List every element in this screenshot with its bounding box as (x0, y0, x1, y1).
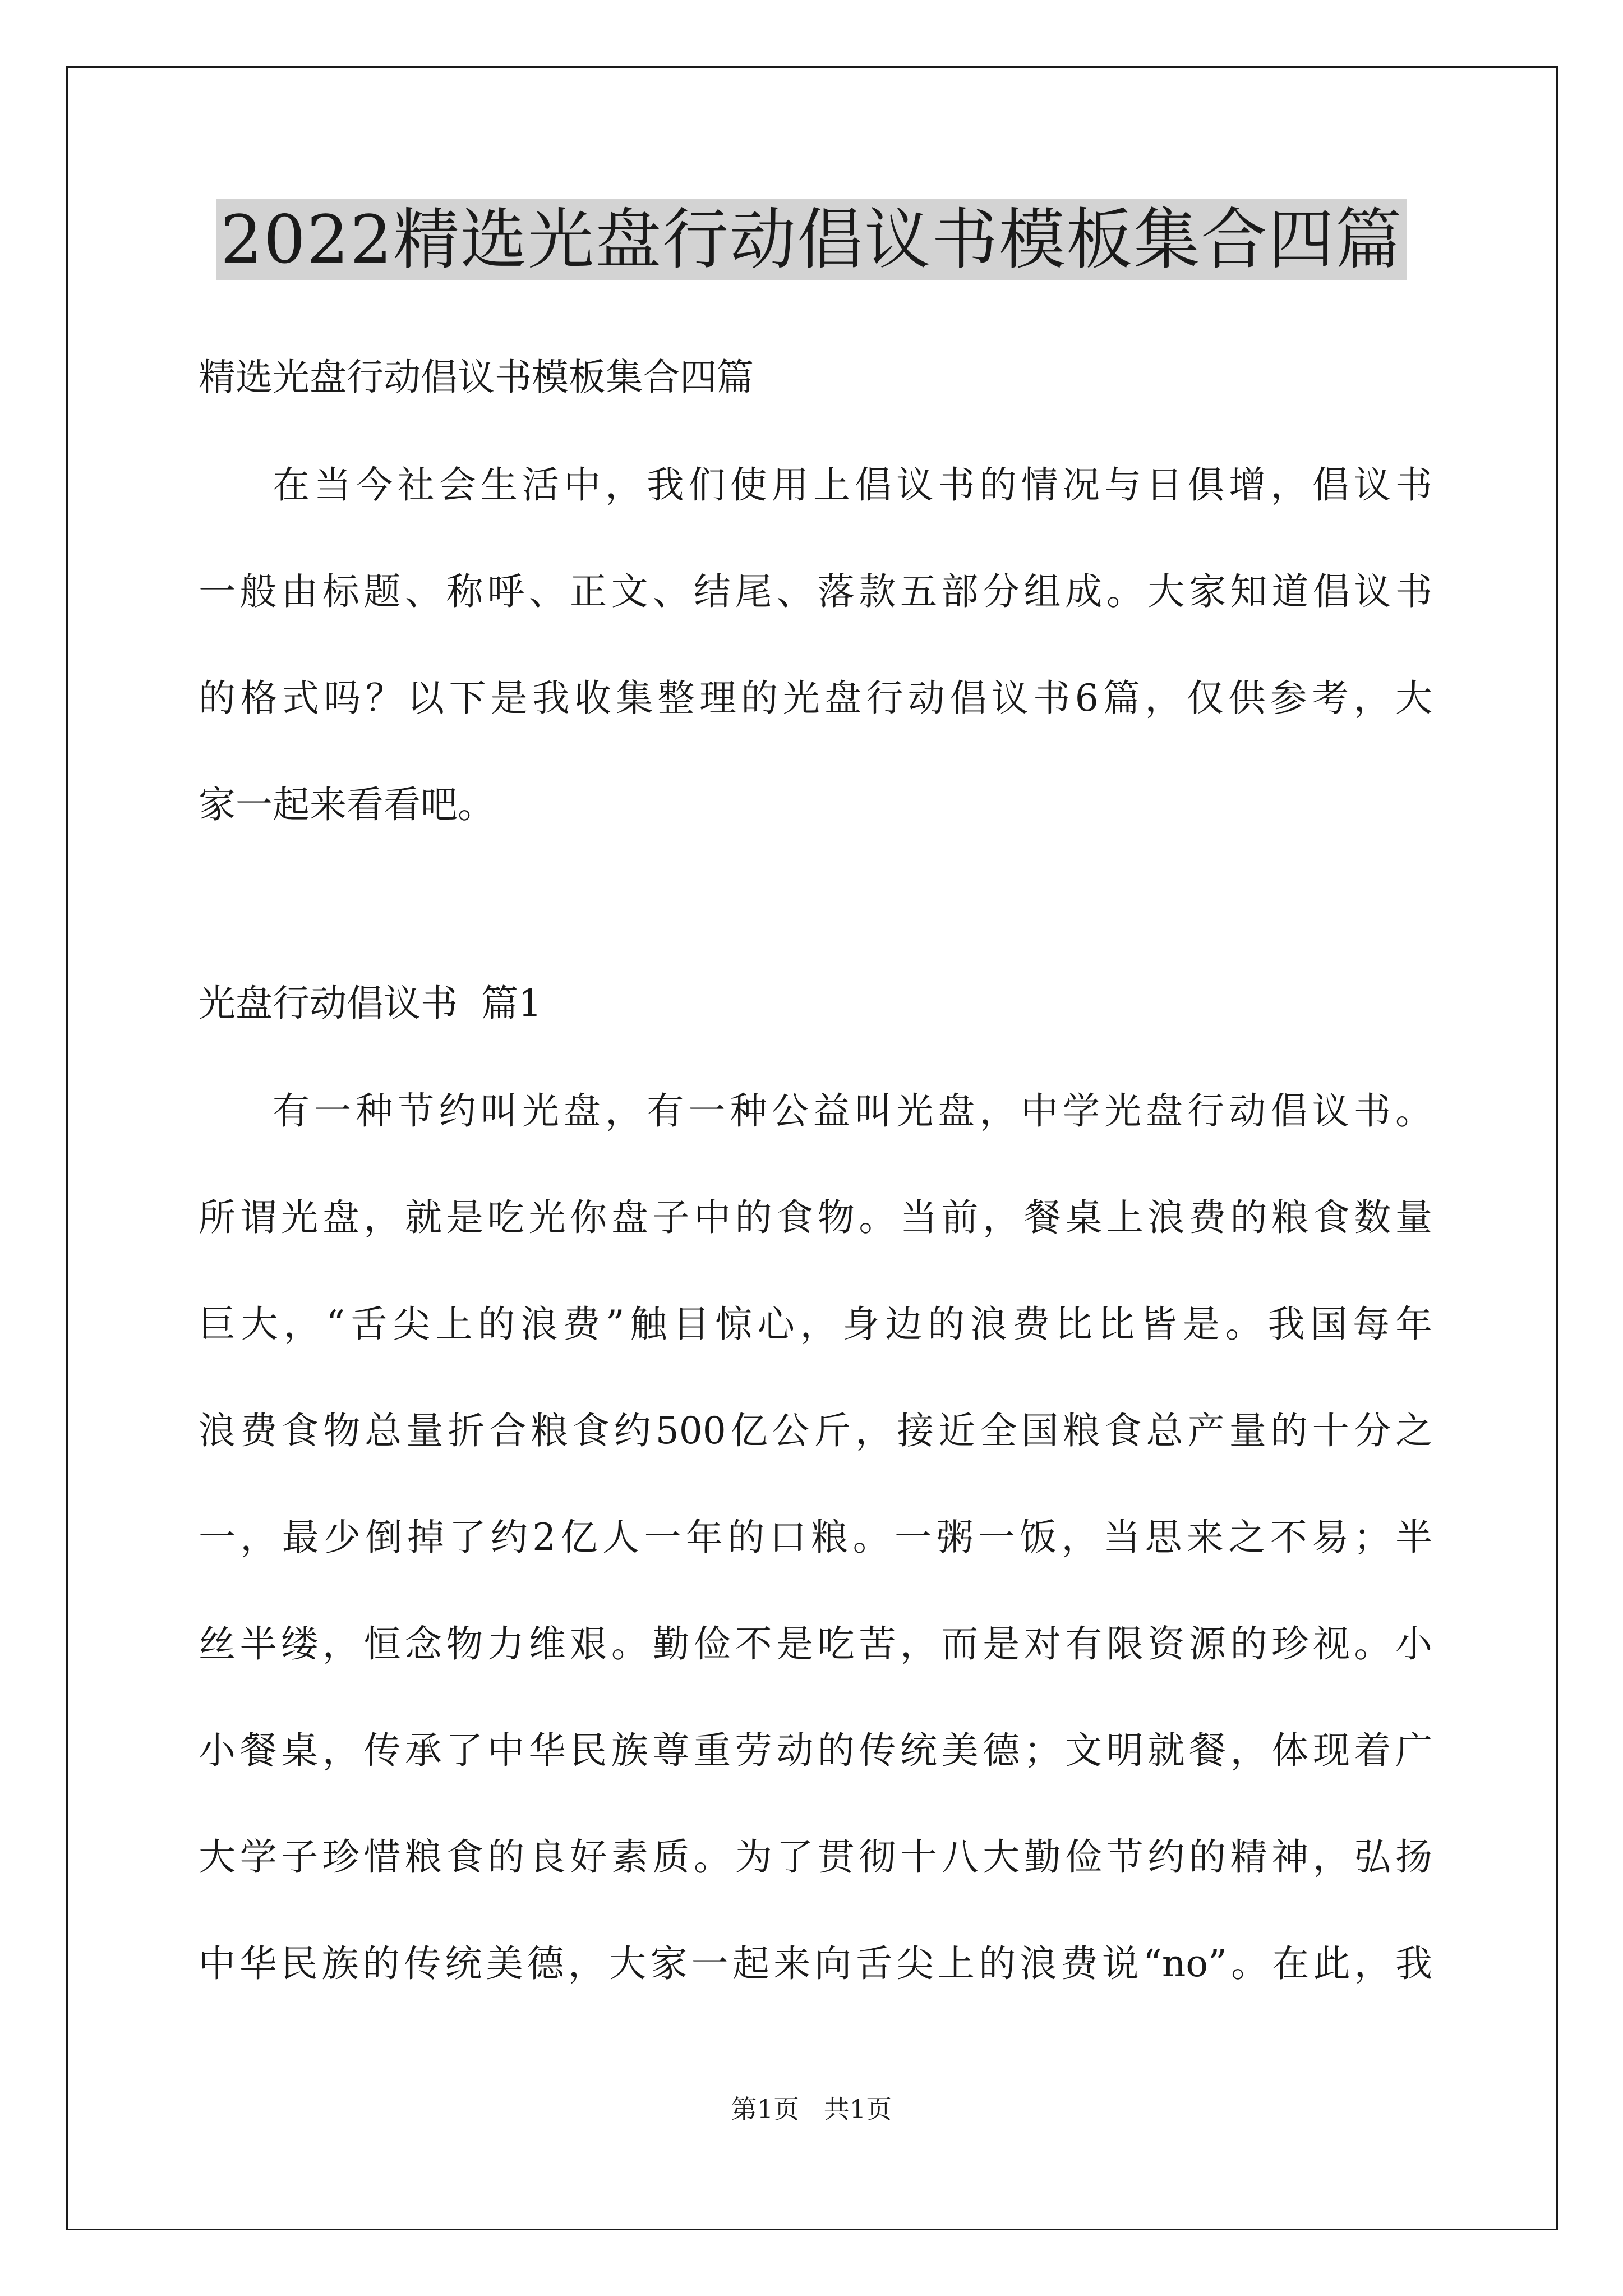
section-line: 丝半缕，恒念物力维艰。勤俭不是吃苦，而是对有限资源的珍视。小 (199, 1622, 1432, 1665)
document-title-text: 2022精选光盘行动倡议书模板集合四篇 (216, 199, 1407, 280)
intro-line: 家一起来看看吧。 (199, 783, 495, 826)
section-line: 浪费食物总量折合粮食约500亿公斤，接近全国粮食总产量的十分之 (199, 1409, 1432, 1452)
subtitle-line: 精选光盘行动倡议书模板集合四篇 (199, 356, 754, 399)
section-heading (199, 950, 1432, 1057)
section-line: 一，最少倒掉了约2亿人一年的口粮。一粥一饭，当思来之不易；半 (199, 1516, 1432, 1559)
section-paragraph (199, 1058, 1432, 2017)
section-line: 有一种节约叫光盘，有一种公益叫光盘，中学光盘行动倡议书。 (273, 1089, 1432, 1133)
intro-line: 的格式吗？以下是我收集整理的光盘行动倡议书6篇，仅供参考，大 (199, 677, 1432, 720)
section-line: 大学子珍惜粮食的良好素质。为了贯彻十八大勤俭节约的精神，弘扬 (199, 1835, 1432, 1879)
section-heading-text: 光盘行动倡议书 篇1 (199, 982, 542, 1025)
document-subtitle (199, 324, 1432, 431)
section-line: 所谓光盘，就是吃光你盘子中的食物。当前，餐桌上浪费的粮食数量 (199, 1196, 1432, 1239)
page-footer (0, 2092, 1623, 2126)
section-line: 巨大，“舌尖上的浪费”触目惊心，身边的浪费比比皆是。我国每年 (199, 1303, 1432, 1346)
intro-paragraph (199, 432, 1432, 858)
intro-line: 一般由标题、称呼、正文、结尾、落款五部分组成。大家知道倡议书 (199, 570, 1432, 613)
intro-line: 在当今社会生活中，我们使用上倡议书的情况与日俱增，倡议书 (273, 463, 1432, 507)
document-title (0, 197, 1623, 282)
page-number: 第1页 共1页 (731, 2094, 892, 2124)
section-line: 中华民族的传统美德，大家一起来向舌尖上的浪费说“no”。在此，我 (199, 1942, 1432, 1985)
section-line: 小餐桌，传承了中华民族尊重劳动的传统美德；文明就餐，体现着广 (199, 1729, 1432, 1772)
